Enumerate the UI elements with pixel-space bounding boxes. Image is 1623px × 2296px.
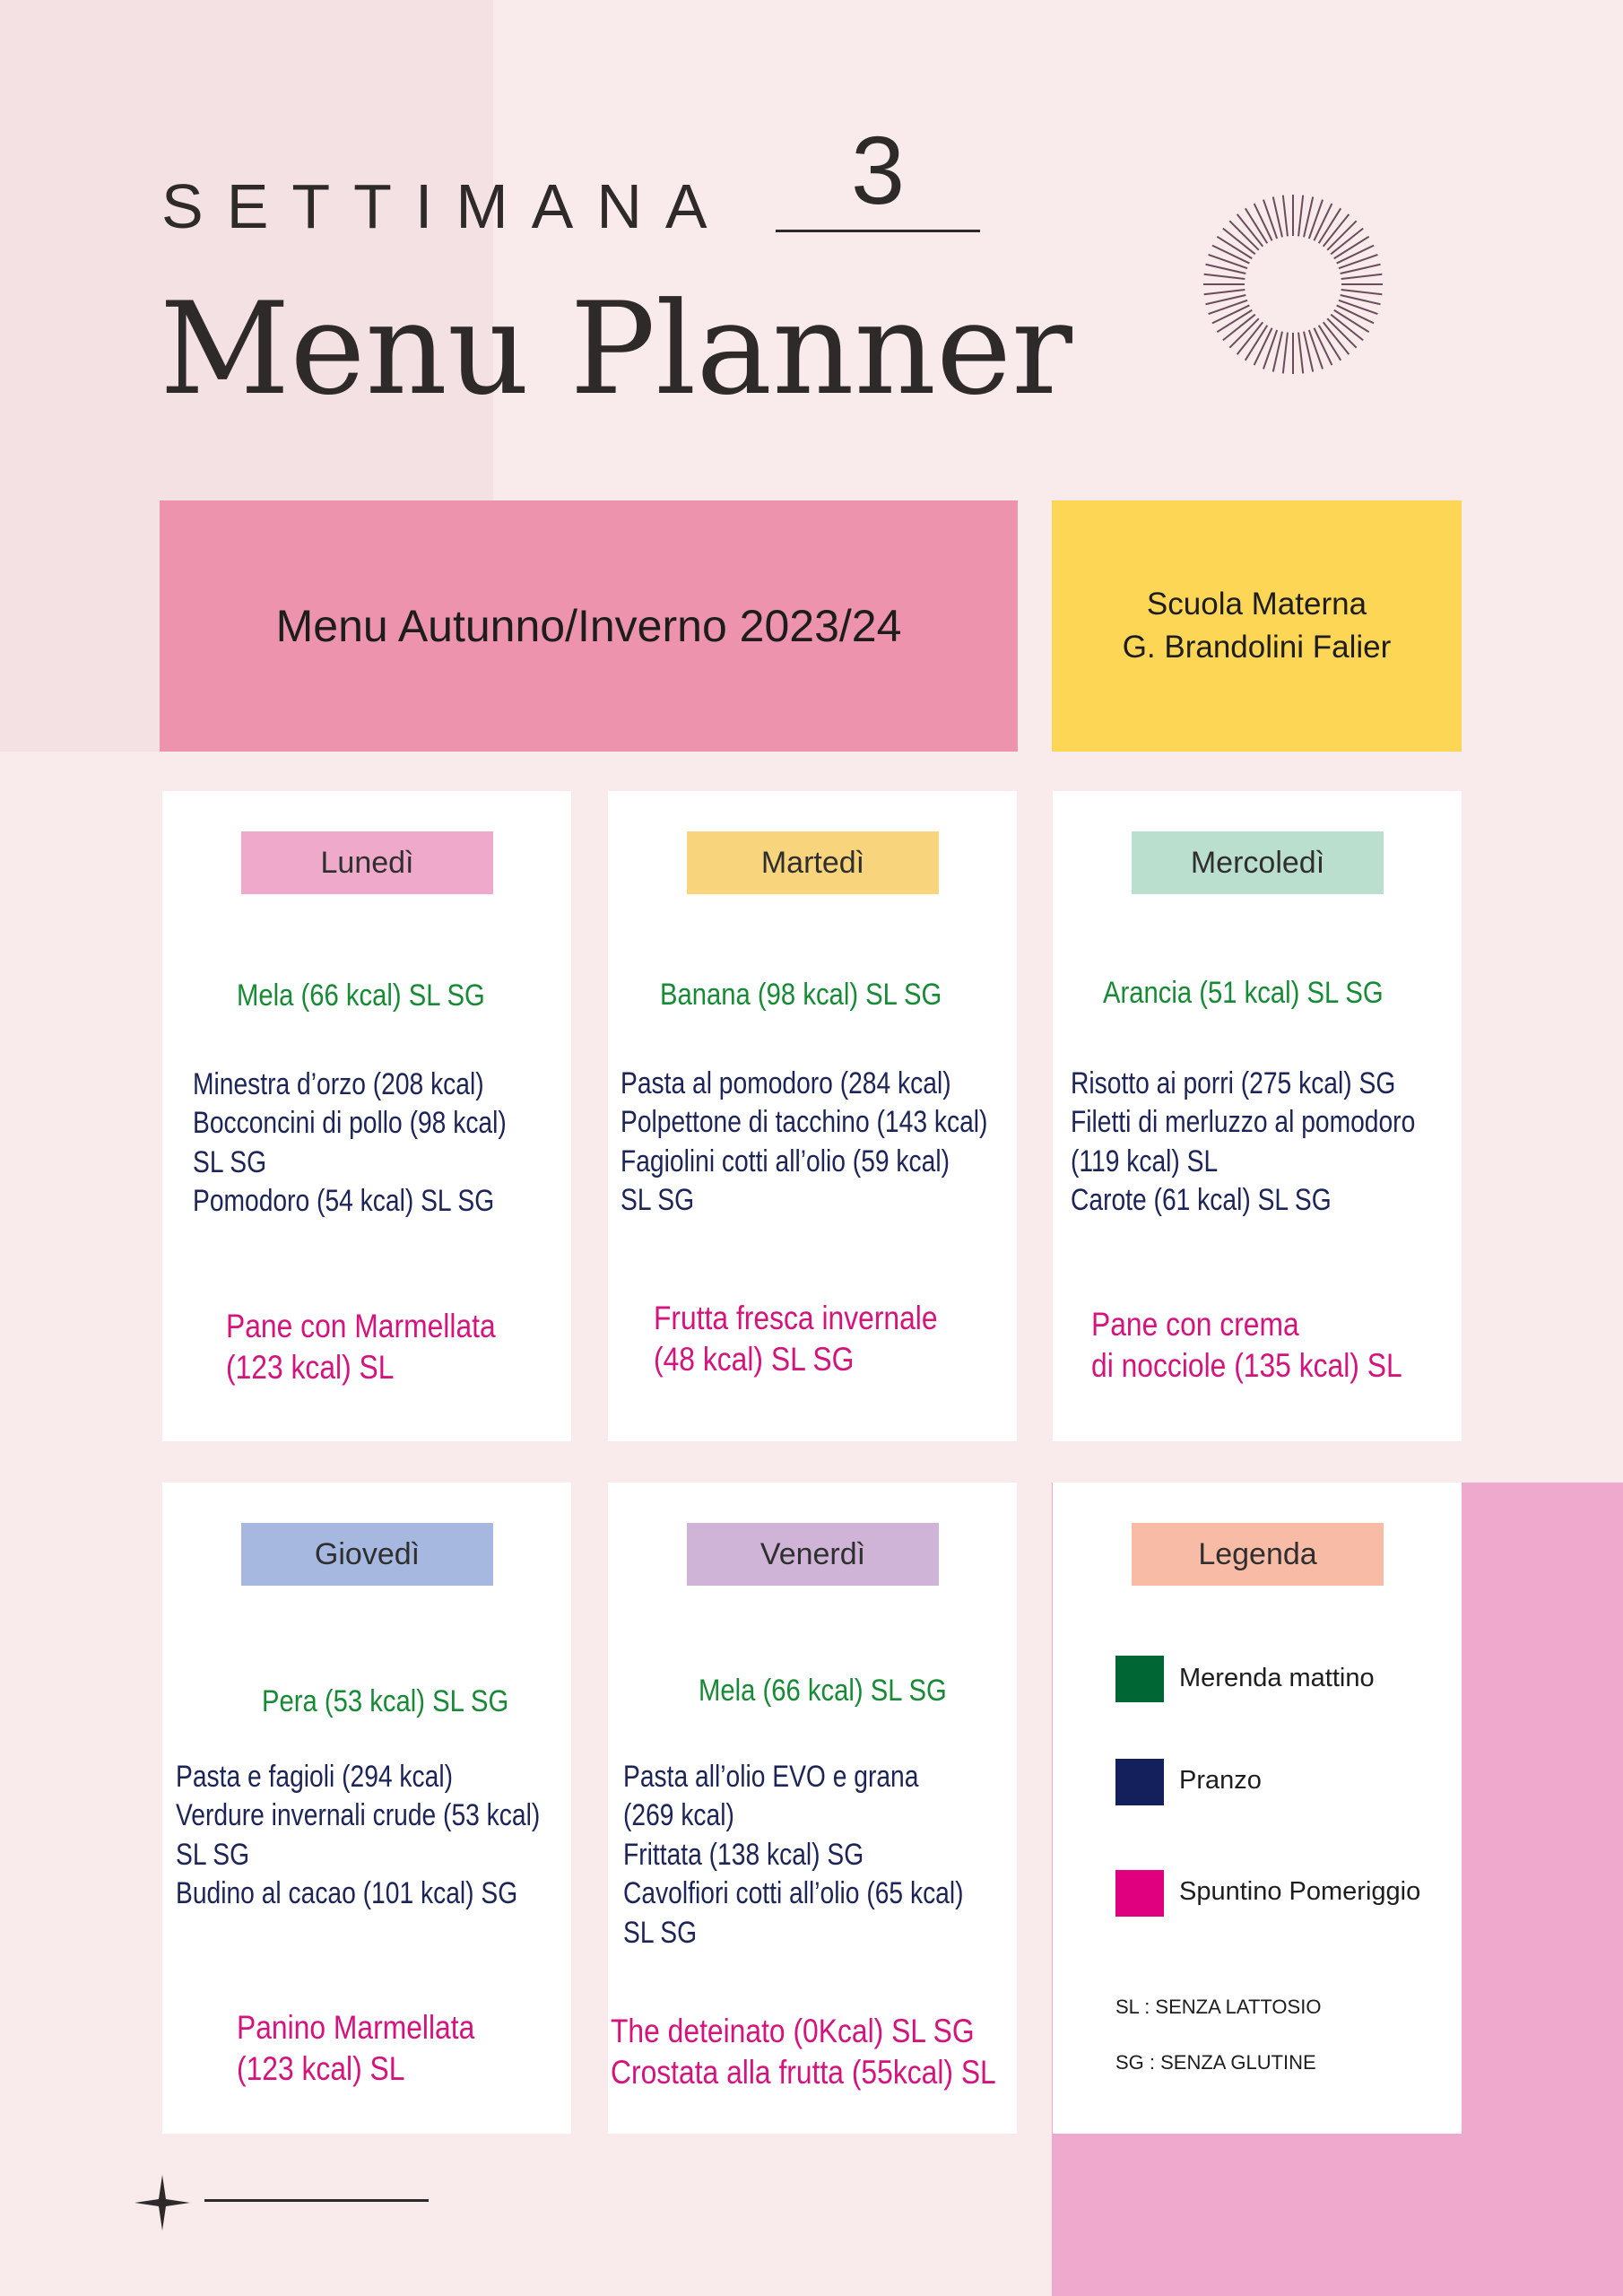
lunch-item: Risotto ai porri (275 kcal) SG [1071,1066,1396,1100]
school-banner [1052,500,1462,752]
morning-snack: Mela (66 kcal) SL SG [237,978,485,1013]
morning-snack: Arancia (51 kcal) SL SG [1103,976,1384,1010]
morning-snack: Pera (53 kcal) SL SG [262,1684,509,1718]
lunch-item: SL SG [193,1145,267,1179]
legend-label-morning: Merenda mattino [1179,1664,1375,1692]
sunburst-ray [1283,196,1288,237]
lunch-item: Minestra d’orzo (208 kcal) [193,1067,484,1101]
day-tag: Lunedì [241,831,493,894]
lunch-item: SL SG [621,1183,695,1217]
day-card-monday [162,791,571,1441]
legend-label-lunch: Pranzo [1179,1766,1262,1795]
lunch-item: SL SG [623,1916,698,1950]
sunburst-ray [1341,290,1383,294]
afternoon-snack: Pane con crema [1091,1306,1299,1343]
day-card-wednesday [1053,791,1462,1441]
legend-tag: Legenda [1132,1523,1384,1586]
day-tag: Martedì [687,831,939,894]
legend-note-sg: SG : SENZA GLUTINE [1115,2051,1316,2074]
menu-season-banner [160,500,1018,752]
sparkle-star-icon [135,2175,190,2231]
lunch-item: Budino al cacao (101 kcal) SG [176,1876,518,1910]
lunch-item: Polpettone di tacchino (143 kcal) [621,1105,988,1139]
afternoon-snack: Pane con Marmellata [226,1308,496,1344]
morning-snack: Mela (66 kcal) SL SG [699,1674,947,1708]
lunch-item: Pasta all’olio EVO e grana [623,1760,919,1794]
lunch-item: Pasta al pomodoro (284 kcal) [621,1066,951,1100]
page-title: Menu Planner [160,275,1072,423]
afternoon-snack: The deteinato (0Kcal) SL SG [611,2013,975,2049]
afternoon-snack: Frutta fresca invernale [654,1300,938,1336]
legend-card [1053,1483,1462,2134]
day-tag: Mercoledì [1132,831,1384,894]
sunburst-ray [1298,196,1303,237]
lunch-item: Cavolfiori cotti all’olio (65 kcal) [623,1876,964,1910]
morning-snack: Banana (98 kcal) SL SG [660,978,942,1012]
school-name-line2: G. Brandolini Falier [1122,630,1392,665]
day-tag: Giovedì [241,1523,493,1586]
lunch-item: Frittata (138 kcal) SG [623,1838,864,1872]
lunch-item: Verdure invernali crude (53 kcal) [176,1798,541,1832]
afternoon-snack: (48 kcal) SL SG [654,1341,855,1378]
legend-note-sl: SL : SENZA LATTOSIO [1115,1996,1322,2018]
week-number-underline [776,230,980,232]
sunburst-ray [1298,333,1303,374]
week-number: 3 [850,116,906,224]
day-card-tuesday [608,791,1017,1441]
lunch-item: Filetti di merluzzo al pomodoro [1071,1105,1416,1139]
afternoon-snack: (123 kcal) SL [226,1349,395,1386]
lunch-item: Fagiolini cotti all’olio (59 kcal) [621,1144,950,1178]
school-name-line1: Scuola Materna [1146,587,1367,622]
sunburst-icon [1202,193,1384,376]
sunburst-ray [1204,274,1245,279]
lunch-item: Pasta e fagioli (294 kcal) [176,1760,454,1794]
footer-line [204,2199,429,2202]
legend-swatch-lunch [1115,1759,1164,1805]
day-card-friday [608,1483,1017,2134]
lunch-item: SL SG [176,1838,250,1872]
week-label: SETTIMANA [161,171,731,241]
afternoon-snack: (123 kcal) SL [237,2050,405,2087]
sunburst-ray [1341,274,1383,279]
sunburst-ray [1204,290,1245,294]
sunburst-ray [1283,333,1288,374]
lunch-item: Pomodoro (54 kcal) SL SG [193,1184,495,1218]
lunch-item: (119 kcal) SL [1071,1144,1219,1178]
day-tag: Venerdì [687,1523,939,1586]
day-card-thursday [162,1483,571,2134]
lunch-item: (269 kcal) [623,1798,734,1832]
legend-label-afternoon: Spuntino Pomeriggio [1179,1877,1421,1906]
afternoon-snack: Panino Marmellata [237,2009,475,2046]
lunch-item: Carote (61 kcal) SL SG [1071,1183,1332,1217]
legend-swatch-afternoon [1115,1870,1164,1917]
legend-swatch-morning [1115,1656,1164,1702]
lunch-item: Bocconcini di pollo (98 kcal) [193,1106,507,1140]
afternoon-snack: Crostata alla frutta (55kcal) SL [611,2054,996,2091]
menu-season-title: Menu Autunno/Inverno 2023/24 [275,601,902,651]
afternoon-snack: di nocciole (135 kcal) SL [1091,1347,1402,1384]
